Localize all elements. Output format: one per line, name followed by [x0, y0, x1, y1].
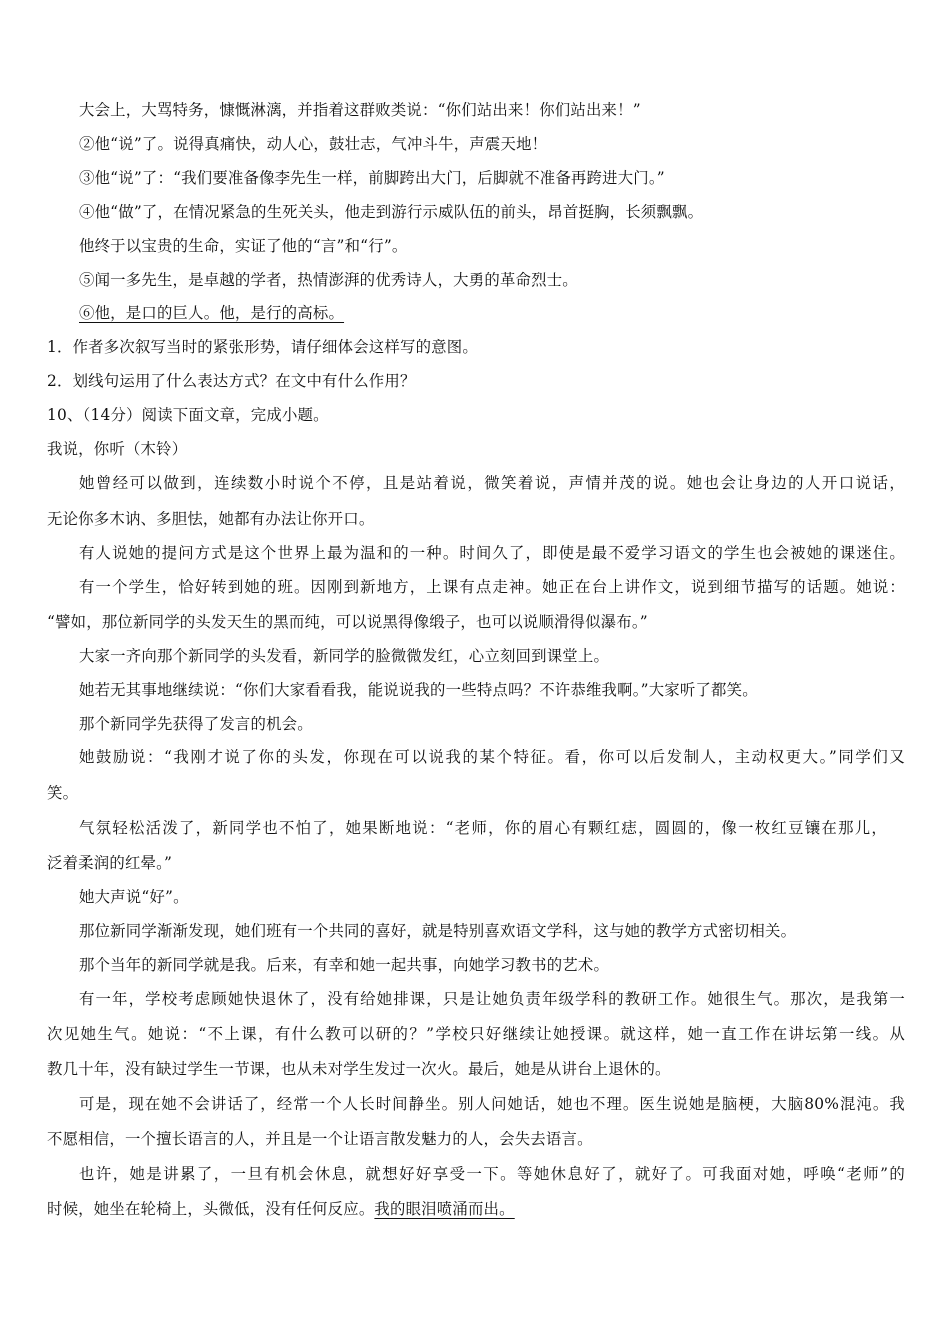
article-paragraph-3-line-2: “譬如，那位新同学的头发天生的黑而纯，可以说黑得像缎子，也可以说顺滑得似瀑布。”	[47, 613, 648, 631]
article-title: 我说，你听（木铃）	[47, 440, 188, 458]
passage-line-4: ④他“做”了，在情况紧急的生死关头，他走到游行示威队伍的前头，昂首挺胸，长须飘飘。	[79, 203, 704, 221]
article-paragraph-5: 她若无其事地继续说：“你们大家看看我，能说说我的一些特点吗？不许恭维我啊。”大家听了都笑。	[79, 681, 758, 699]
article-paragraph-8-line-2: 泛着柔润的红晕。”	[47, 854, 173, 872]
article-paragraph-4: 大家一齐向那个新同学的头发看，新同学的脸微微发红，心立刻回到课堂上。	[79, 647, 610, 665]
article-paragraph-13-line-2: 不愿相信，一个擅长语言的人，并且是一个让语言散发魅力的人，会失去语言。	[47, 1130, 593, 1148]
article-paragraph-11: 那个当年的新同学就是我。后来，有幸和她一起共事，向她学习教书的艺术。	[79, 956, 610, 974]
article-paragraph-1-line-2: 无论你多木讷、多胆怯，她都有办法让你开口。	[47, 510, 375, 528]
article-paragraph-1-line-1: 她曾经可以做到，连续数小时说个不停，且是站着说，微笑着说，声情并茂的说。她也会让身边的人开口说话，	[79, 474, 905, 492]
question-1: 1．作者多次叙写当时的紧张形势，请仔细体会这样写的意图。	[47, 338, 478, 356]
article-paragraph-2: 有人说她的提问方式是这个世界上最为温和的一种。时间久了，即使是最不爱学习语文的学生也会被她的课迷住。	[79, 544, 905, 562]
article-paragraph-12-line-1: 有一年，学校考虑顾她快退休了，没有给她排课，只是让她负责年级学科的教研工作。她很生气。那次，是我第一	[79, 990, 905, 1008]
paragraph-14-plain-text: 时候，她坐在轮椅上，头微低，没有任何反应。	[47, 1200, 375, 1218]
underlined-tears-sentence: 我的眼泪喷涌而出。	[374, 1200, 515, 1218]
article-paragraph-7-line-1: 她鼓励说：“我刚才说了你的头发，你现在可以说我的某个特征。看，你可以后发制人，主动权更大。”同学们又	[79, 748, 905, 766]
article-paragraph-12-line-2: 次见她生气。她说：“不上课，有什么教可以研的？”学校只好继续让她授课。就这样，她一直工作在讲坛第一线。从	[47, 1025, 905, 1043]
section-10-heading: 10、（14分）阅读下面文章，完成小题。	[47, 406, 329, 424]
article-paragraph-3-line-1: 有一个学生，恰好转到她的班。因刚到新地方，上课有点走神。她正在台上讲作文，说到细节描写的话题。她说：	[79, 578, 905, 596]
article-paragraph-9: 她大声说“好”。	[79, 888, 189, 906]
passage-line-3: ③他“说”了：“我们要准备像李先生一样，前脚跨出大门，后脚就不准备再跨进大门。”	[79, 169, 665, 187]
article-paragraph-7-line-2: 笑。	[47, 784, 79, 802]
article-paragraph-13-line-1: 可是，现在她不会讲话了，经常一个人长时间静坐。别人问她话，她也不理。医生说她是脑梗，大脑80%混沌。我	[79, 1095, 905, 1113]
article-paragraph-14-line-1: 也许，她是讲累了，一旦有机会休息，就想好好享受一下。等她休息好了，就好了。可我面对她，呼唤“老师”的	[79, 1165, 905, 1183]
passage-line-5: 他终于以宝贵的生命，实证了他的“言”和“行”。	[79, 237, 408, 255]
article-paragraph-14-line-2	[47, 1199, 515, 1219]
passage-line-1: 大会上，大骂特务，慷慨淋漓，并指着这群败类说：“你们站出来！你们站出来！”	[79, 101, 641, 119]
article-paragraph-10: 那位新同学渐渐发现，她们班有一个共同的喜好，就是特别喜欢语文学科，这与她的教学方式密切相关。	[79, 922, 797, 940]
article-paragraph-8-line-1: 气氛轻松活泼了，新同学也不怕了，她果断地说：“老师，你的眉心有颗红痣，圆圆的，像一枚红豆镶在那儿，	[79, 819, 887, 837]
underlined-sentence: ⑥他，是口的巨人。他，是行的高标。	[79, 304, 345, 322]
question-2: 2．划线句运用了什么表达方式？在文中有什么作用？	[47, 372, 416, 390]
article-paragraph-6: 那个新同学先获得了发言的机会。	[79, 715, 313, 733]
passage-line-2: ②他“说”了。说得真痛快，动人心，鼓壮志，气冲斗牛，声震天地！	[79, 135, 548, 153]
article-paragraph-12-line-3: 教几十年，没有缺过学生一节课，也从未对学生发过一次火。最后，她是从讲台上退休的。	[47, 1060, 671, 1078]
passage-line-6: ⑤闻一多先生，是卓越的学者，热情澎湃的优秀诗人，大勇的革命烈士。	[79, 271, 578, 289]
